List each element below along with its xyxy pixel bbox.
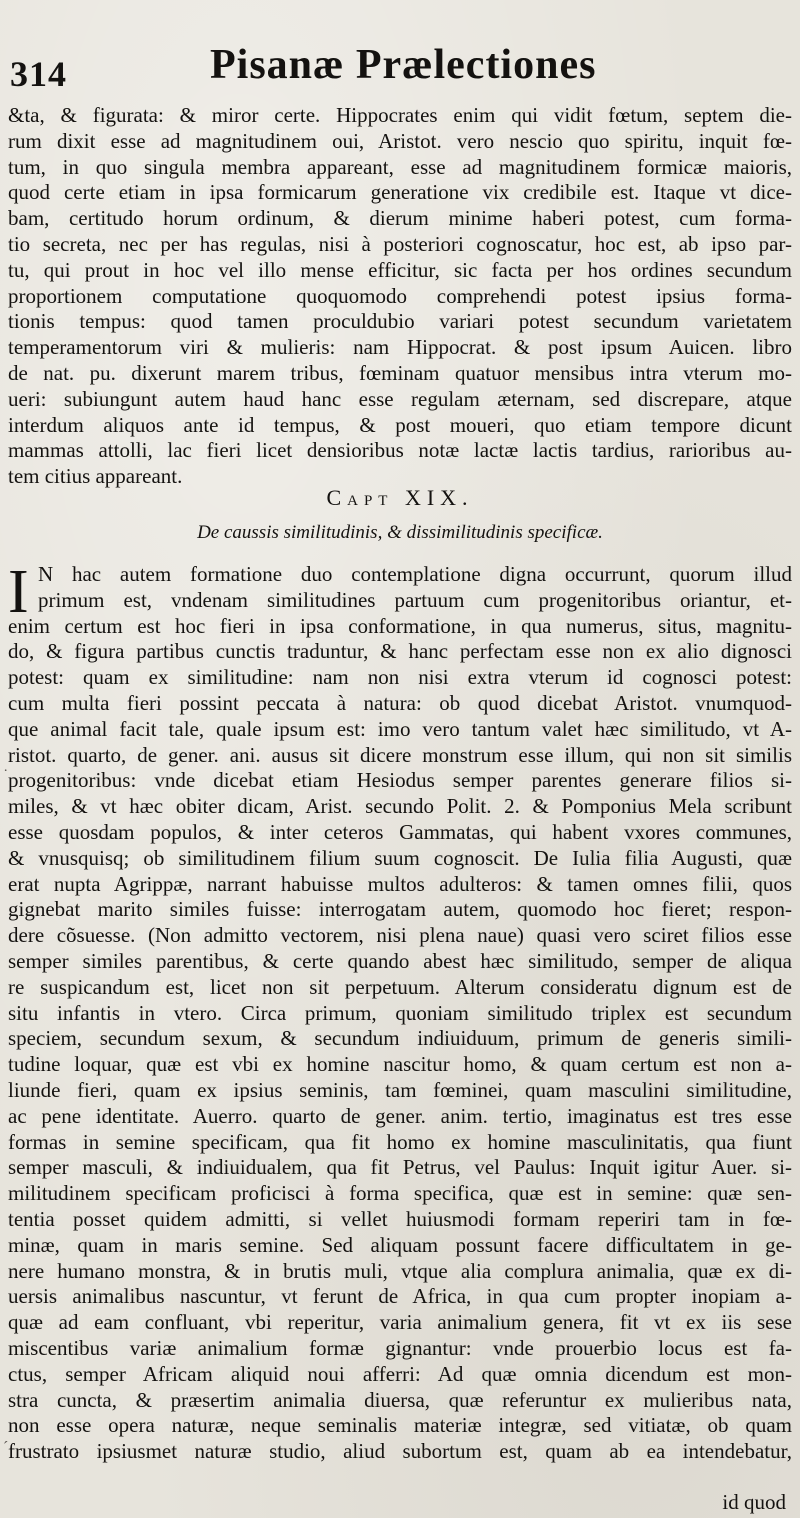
text-line: miles, & vt hæc obiter dicam, Arist. secundo Polit. 2. & Pomponius Mela scribunt bbox=[8, 794, 792, 819]
text-line: de nat. pu. dixerunt marem tribus, fœminam quatuor mensibus intra vterum mo- bbox=[8, 360, 792, 385]
text-line: erat nupta Agrippæ, narrant habuisse multos adulteros: & tamen omnes filii, quos bbox=[8, 871, 792, 896]
text-line: tentia posset quidem admitti, si vellet huiusmodi formam reperiri tam in fœ- bbox=[8, 1206, 792, 1231]
running-head: Pisanæ Prælectiones bbox=[210, 42, 597, 88]
text-line: frustrato ipsiusmet naturæ studio, aliud subortum est, quam ab ea intendebatur, bbox=[8, 1439, 792, 1464]
text-line: ristot. quarto, de gener. ani. ausus sit dicere monstrum esse illum, qui non sit similis bbox=[8, 742, 792, 767]
text-line: non esse opera naturæ, neque seminalis materiæ integræ, sed vitiatæ, ob quam bbox=[8, 1413, 792, 1438]
text-line: re suspicandum est, licet non sit perpetuum. Alterum consideratu dignum est de bbox=[8, 974, 792, 999]
text-line: militudinem specificam proficisci à forma specifica, quæ est in semine: quæ sen- bbox=[8, 1181, 792, 1206]
margin-mark-icon: ˙ bbox=[3, 767, 9, 784]
text-line: ac pene identitate. Auerro. quarto de gener. anim. tertio, imaginatus est tres esse bbox=[8, 1103, 792, 1128]
text-line: tio secreta, nec per has regulas, nisi à posteriori cognoscatur, hoc est, ab ipso par- bbox=[8, 231, 792, 256]
text-line: tem citius appareant. bbox=[8, 464, 183, 489]
text-line: gignebat marito similes fuisse: interrogatam autem, quomodo hoc fieret; respon- bbox=[8, 897, 792, 922]
text-line: miscentibus variæ animalium formæ gignantur: vnde prouerbio locus est fa- bbox=[8, 1335, 792, 1360]
text-line: que animal facit tale, quale ipsum est: imo vero tantum valet hæc similitudo, vt A- bbox=[8, 716, 792, 741]
text-line: semper similes parentibus, & certe quando abest hæc similitudo, semper de aliqua bbox=[8, 948, 792, 973]
text-line: rum dixit esse ad magnitudinem oui, Aristot. vero nescio quo spiritu, inquit fœ- bbox=[8, 128, 792, 153]
text-line: &ta, & figurata: & miror certe. Hippocrates enim qui vidit fœtum, septem die- bbox=[8, 103, 792, 127]
text-line: cum multa fieri possint peccata à natura: ob quod dicebat Aristot. vnumquod- bbox=[8, 690, 792, 715]
text-line: primum est, vndenam similitudines partuum cum progenitoribus oriantur, et- bbox=[38, 587, 792, 612]
top-text-block bbox=[8, 103, 792, 490]
text-line: speciem, secundum sexum, & secundum indiuiduum, primum de generis simili- bbox=[8, 1026, 792, 1051]
text-line: mammas attolli, lac fieri licet densioribus notæ lactæ lactis tardius, rarioribus au- bbox=[8, 438, 792, 463]
text-line: tionis tempus: quod tamen proculdubio variari potest secundum varietatem bbox=[8, 309, 792, 334]
text-line: tum, in quo singula membra appareant, esse ad magnitudinem formicæ maioris, bbox=[8, 154, 792, 179]
text-line: formas in semine specificam, qua fit homo ex homine masculinitatis, qua fiunt bbox=[8, 1129, 792, 1154]
chapter-subtitle: De caussis similitudinis, & dissimilitudinis specificæ. bbox=[197, 522, 603, 543]
text-line: ctus, semper Africam aliquid noui afferri: Ad quæ omnia dicendum est mon- bbox=[8, 1361, 792, 1386]
main-text-block bbox=[8, 558, 792, 1465]
drop-cap-initial: I bbox=[8, 558, 29, 626]
text-line: interdum aliquos ante id tempus, & post moueri, quo etiam tempore dicunt bbox=[8, 412, 792, 437]
text-line: dere cõsuesse. (Non admitto vectorem, nisi plena naue) quasi vero sciret filios esse bbox=[8, 923, 792, 948]
text-line: esse quosdam populos, & inter ceteros Gammatas, qui habent vxores communes, bbox=[8, 819, 792, 844]
page-header bbox=[0, 40, 800, 104]
text-line: nere humano monstra, & in brutis muli, vtque alia complura animalia, quæ ex di- bbox=[8, 1258, 792, 1283]
text-line: progenitoribus: vnde dicebat etiam Hesiodus semper parentes generare filios si- bbox=[8, 768, 792, 793]
text-line: proportionem computatione quoquomodo comprehendi potest ipsius forma- bbox=[8, 283, 792, 308]
text-line: quod certe etiam in ipsa formicarum generatione vix credibile est. Itaque vt dice- bbox=[8, 180, 792, 205]
text-line: do, & figura partibus cunctis traduntur, & hanc perfectam esse non ex alio dignosci bbox=[8, 639, 792, 664]
text-line: minæ, quam in maris semine. Sed aliquam possunt facere difficultatem in ge- bbox=[8, 1232, 792, 1257]
margin-mark-icon: ´ bbox=[3, 1439, 9, 1456]
text-line: tudine loquar, quæ est vbi ex homine nascitur homo, & quam certum est non a- bbox=[8, 1052, 792, 1077]
text-line: potest: quam ex similitudine: nam non nisi extra vterum id cognosci potest: bbox=[8, 665, 792, 690]
text-line: quæ ad eam confluant, vbi reperitur, varia animalium genera, fit vt ex iis sese bbox=[8, 1310, 792, 1335]
text-line: tu, qui prout in hoc vel illo mense efficitur, sic facta per hos ordines secundum bbox=[8, 257, 792, 282]
catchword: id quod bbox=[722, 1490, 786, 1514]
page-number: 314 bbox=[10, 54, 67, 94]
text-line: liunde fieri, quam ex ipsius seminis, tam fœminei, quam masculini similitudine, bbox=[8, 1077, 792, 1102]
text-line: temperamentorum viri & mulieris: nam Hippocrat. & post ipsum Auicen. libro bbox=[8, 335, 792, 360]
text-line: uersis animalibus nascuntur, vt ferunt de Africa, in qua cum propter inopiam a- bbox=[8, 1284, 792, 1309]
text-line: enim certum est hoc fieri in ipsa conformatione, in qua numerus, situs, magnitu- bbox=[8, 613, 792, 638]
text-line: situ infantis in vtero. Circa primum, quoniam similitudo triplex est secundum bbox=[8, 1000, 792, 1025]
text-line: stra cuncta, & præsertim animalia diuersa, quæ referuntur ex mulieribus nata, bbox=[8, 1387, 792, 1412]
text-line: bam, certitudo horum ordinum, & dierum minime haberi potest, cum forma- bbox=[8, 206, 792, 231]
chapter-title: Capt XIX. bbox=[326, 485, 474, 510]
text-line: ueri: subiungunt autem haud hanc esse regulam æternam, sed discrepare, atque bbox=[8, 386, 792, 411]
text-line: semper masculi, & indiuidualem, qua fit Petrus, vel Paulus: Inquit igitur Auer. si- bbox=[8, 1155, 792, 1180]
text-line: & vnusquisq; ob similitudinem filium suum cognoscit. De Iulia filia Augusti, quæ bbox=[8, 845, 792, 870]
text-line: N hac autem formatione duo contemplatione digna occurrunt, quorum illud bbox=[38, 562, 792, 586]
